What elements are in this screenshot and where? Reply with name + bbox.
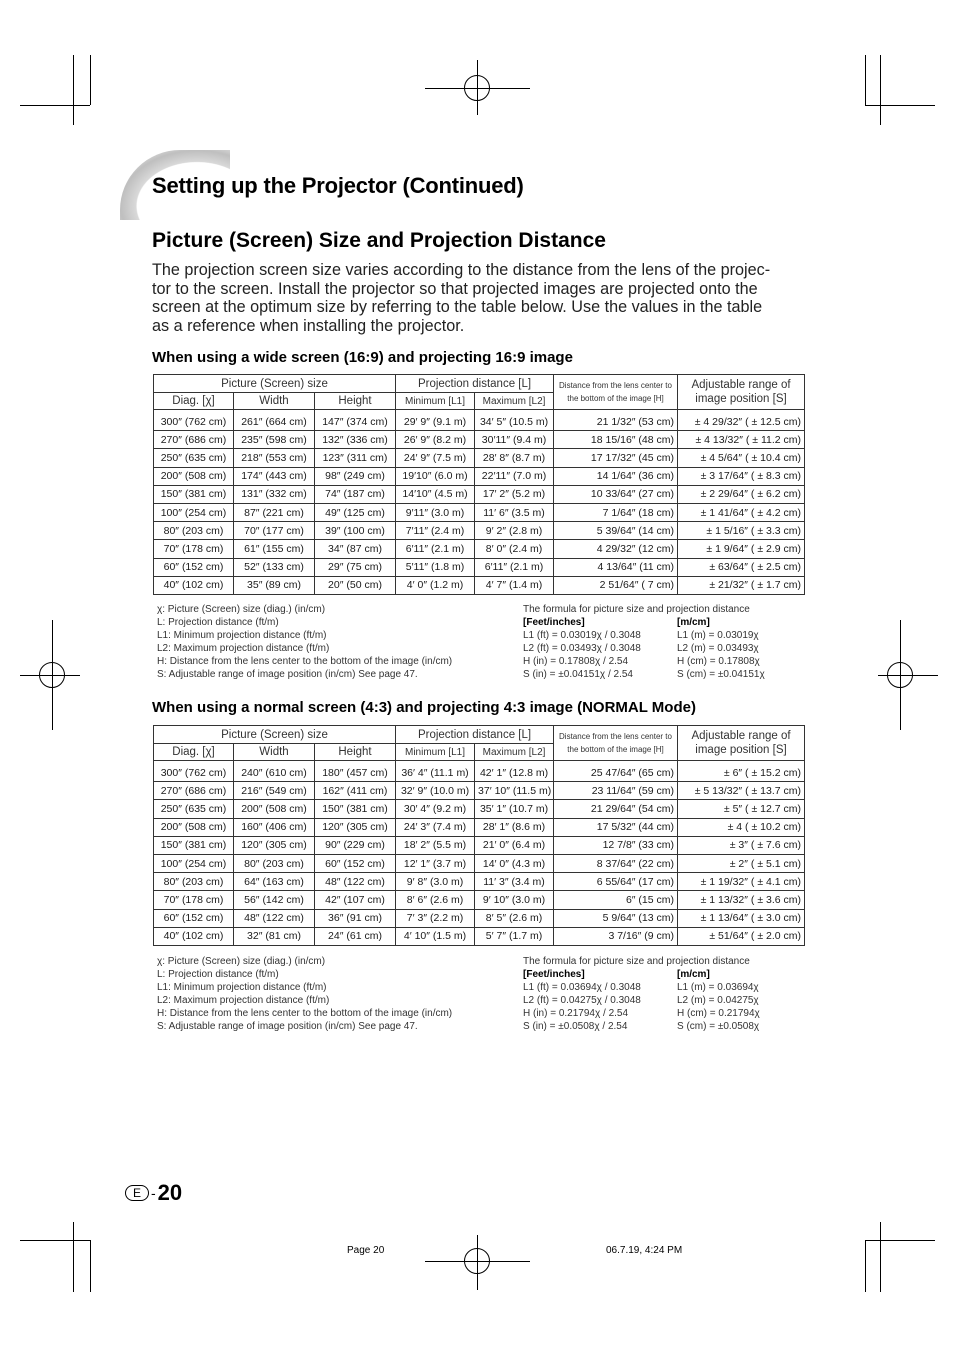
table-cell: 8 37/64″ (22 cm) xyxy=(554,854,678,872)
table-cell: 70″ (177 cm) xyxy=(234,522,315,540)
table-cell: 10 33/64″ (27 cm) xyxy=(554,485,678,503)
table-row xyxy=(154,540,805,558)
table-row xyxy=(154,467,805,485)
table-cell: 120″ (305 cm) xyxy=(234,836,315,854)
table-cell: 12′ 1″ (3.7 m) xyxy=(396,854,475,872)
picture-size-header: Picture (Screen) size xyxy=(154,726,396,744)
formula-cell: L1 (m) = 0.03694χ xyxy=(677,982,759,993)
formula-title: The formula for picture size and projection distance xyxy=(523,604,750,615)
table-cell: 17′ 2″ (5.2 m) xyxy=(475,485,554,503)
table-cell: 6″ (15 cm) xyxy=(554,891,678,909)
table-cell: 200″ (508 cm) xyxy=(154,467,234,485)
table-cell: 36′ 4″ (11.1 m) xyxy=(396,761,475,782)
table-cell: 200″ (508 cm) xyxy=(154,818,234,836)
table-cell: 4′ 0″ (1.2 m) xyxy=(396,576,475,594)
table-cell: 61″ (155 cm) xyxy=(234,540,315,558)
table-cell: 3 7/16″ (9 cm) xyxy=(554,927,678,945)
table-cell: 40″ (102 cm) xyxy=(154,576,234,594)
formula-cell: S (cm) = ±0.0508χ xyxy=(677,1021,760,1032)
table-cell: 9′ 2″ (2.8 m) xyxy=(475,522,554,540)
table-cell: 36″ (91 cm) xyxy=(315,909,396,927)
table-cell: 120″ (305 cm) xyxy=(315,818,396,836)
legend-line: L1: Minimum projection distance (ft/m) xyxy=(157,982,327,993)
formula-feet-head: [Feet/inches] xyxy=(523,969,585,980)
crop-mark xyxy=(865,55,866,105)
table-cell: 35′ 1″ (10.7 m) xyxy=(475,800,554,818)
table-row xyxy=(154,761,805,782)
table-cell: 250″ (635 cm) xyxy=(154,449,234,467)
formula-cell: L2 (ft) = 0.03493χ / 0.3048 xyxy=(523,643,641,654)
table-cell: ± 6″ ( ± 15.2 cm) xyxy=(678,761,805,782)
table-cell: 21′ 0″ (6.4 m) xyxy=(475,836,554,854)
table-row xyxy=(154,576,805,594)
table-row xyxy=(154,854,805,872)
table-cell: 60″ (152 cm) xyxy=(315,854,396,872)
height-header: Height xyxy=(315,744,396,761)
table-row xyxy=(154,873,805,891)
table-cell: 29″ (75 cm) xyxy=(315,558,396,576)
formula-feet-head: [Feet/inches] xyxy=(523,617,585,628)
formula-cell: S (cm) = ±0.04151χ xyxy=(677,669,765,680)
table-cell: 25 47/64″ (65 cm) xyxy=(554,761,678,782)
table-cell: 300″ (762 cm) xyxy=(154,410,234,431)
crop-mark xyxy=(90,1240,91,1292)
table-cell: 24″ (61 cm) xyxy=(315,927,396,945)
intro-line: screen at the optimum size by referring to the table below. Use the values in the table xyxy=(152,298,763,317)
normal-screen-table-body xyxy=(154,761,805,946)
table-cell: 18′ 2″ (5.5 m) xyxy=(396,836,475,854)
table-cell: 24′ 9″ (7.5 m) xyxy=(396,449,475,467)
table-cell: 32′ 9″ (10.0 m) xyxy=(396,782,475,800)
wide-formula xyxy=(523,603,803,681)
table-cell: 64″ (163 cm) xyxy=(234,873,315,891)
projection-distance-header: Projection distance [L] xyxy=(396,726,554,744)
table-cell: ± 21/32″ ( ± 1.7 cm) xyxy=(678,576,805,594)
table-cell: 250″ (635 cm) xyxy=(154,800,234,818)
width-header: Width xyxy=(234,393,315,410)
table-cell: 216″ (549 cm) xyxy=(234,782,315,800)
table-cell: 12 7/8″ (33 cm) xyxy=(554,836,678,854)
lens-distance-header: Distance from the lens center to the bottom of the image [H] xyxy=(554,375,678,410)
table-row xyxy=(154,909,805,927)
table-cell: 26′ 9″ (8.2 m) xyxy=(396,431,475,449)
table-cell: ± 51/64″ ( ± 2.0 cm) xyxy=(678,927,805,945)
table-cell: ± 1 13/32″ ( ± 3.6 cm) xyxy=(678,891,805,909)
table-cell: 7 1/64″ (18 cm) xyxy=(554,503,678,521)
table-cell: 2 51/64″ ( 7 cm) xyxy=(554,576,678,594)
registration-mark xyxy=(39,662,65,688)
table-cell: ± 4 29/32″ ( ± 12.5 cm) xyxy=(678,410,805,431)
intro-paragraph xyxy=(152,261,802,335)
maximum-header: Maximum [L2] xyxy=(475,744,554,761)
intro-line: tor to the screen. Install the projector so that projected images are projected onto the xyxy=(152,279,758,298)
table-cell: ± 63/64″ ( ± 2.5 cm) xyxy=(678,558,805,576)
language-badge: E xyxy=(125,1185,149,1201)
height-header: Height xyxy=(315,393,396,410)
table-cell: 5 39/64″ (14 cm) xyxy=(554,522,678,540)
table-cell: 150″ (381 cm) xyxy=(154,836,234,854)
table-cell: 235″ (598 cm) xyxy=(234,431,315,449)
legend-line: L: Projection distance (ft/m) xyxy=(157,617,279,628)
table-cell: 8′ 6″ (2.6 m) xyxy=(396,891,475,909)
table-cell: 4 13/64″ (11 cm) xyxy=(554,558,678,576)
table-cell: 7′11″ (2.4 m) xyxy=(396,522,475,540)
table-row xyxy=(154,522,805,540)
wide-screen-table-body xyxy=(154,410,805,595)
width-header: Width xyxy=(234,744,315,761)
wide-screen-table xyxy=(153,374,805,595)
table-cell: 30′11″ (9.4 m) xyxy=(475,431,554,449)
table-cell: 123″ (311 cm) xyxy=(315,449,396,467)
crop-mark xyxy=(865,1240,935,1241)
table-cell: 42′ 1″ (12.8 m) xyxy=(475,761,554,782)
table-cell: 87″ (221 cm) xyxy=(234,503,315,521)
table-cell: 20″ (50 cm) xyxy=(315,576,396,594)
table-cell: 35″ (89 cm) xyxy=(234,576,315,594)
table-cell: 29′ 9″ (9.1 m) xyxy=(396,410,475,431)
table-cell: ± 5″ ( ± 12.7 cm) xyxy=(678,800,805,818)
table-row xyxy=(154,449,805,467)
formula-cell: H (in) = 0.17808χ / 2.54 xyxy=(523,656,629,667)
minimum-header: Minimum [L1] xyxy=(396,744,475,761)
table-cell: 6′11″ (2.1 m) xyxy=(396,540,475,558)
table-cell: ± 1 41/64″ ( ± 4.2 cm) xyxy=(678,503,805,521)
table-cell: 22′11″ (7.0 m) xyxy=(475,467,554,485)
table-cell: 174″ (443 cm) xyxy=(234,467,315,485)
table-cell: 28′ 8″ (8.7 m) xyxy=(475,449,554,467)
table-cell: 147″ (374 cm) xyxy=(315,410,396,431)
lens-distance-header: Distance from the lens center to the bottom of the image [H] xyxy=(554,726,678,761)
table-cell: ± 4 13/32″ ( ± 11.2 cm) xyxy=(678,431,805,449)
table-cell: 9′ 10″ (3.0 m) xyxy=(475,891,554,909)
table-cell: 19′10″ (6.0 m) xyxy=(396,467,475,485)
table-cell: ± 3″ ( ± 7.6 cm) xyxy=(678,836,805,854)
footer-page-label: Page 20 xyxy=(347,1245,385,1256)
minimum-header: Minimum [L1] xyxy=(396,393,475,410)
crop-mark xyxy=(73,1222,74,1292)
picture-size-header: Picture (Screen) size xyxy=(154,375,396,393)
table-cell: 9′ 8″ (3.0 m) xyxy=(396,873,475,891)
formula-cell: H (cm) = 0.17808χ xyxy=(677,656,760,667)
table-cell: 32″ (81 cm) xyxy=(234,927,315,945)
registration-mark xyxy=(464,75,490,101)
normal-legend xyxy=(157,955,452,1033)
formula-metric-head: [m/cm] xyxy=(677,617,710,628)
formula-cell: H (cm) = 0.21794χ xyxy=(677,1008,760,1019)
table-cell: ± 1 13/64″ ( ± 3.0 cm) xyxy=(678,909,805,927)
formula-cell: L2 (m) = 0.03493χ xyxy=(677,643,759,654)
table-cell: 261″ (664 cm) xyxy=(234,410,315,431)
table-cell: 8′ 0″ (2.4 m) xyxy=(475,540,554,558)
table-cell: 17 17/32″ (45 cm) xyxy=(554,449,678,467)
crop-mark xyxy=(20,1240,90,1241)
legend-line: H: Distance from the lens center to the bottom of the image (in/cm) xyxy=(157,1008,453,1019)
crop-mark xyxy=(880,1222,881,1292)
table-cell: 80″ (203 cm) xyxy=(154,522,234,540)
crop-mark xyxy=(865,1240,866,1292)
crop-mark xyxy=(73,55,74,125)
formula-title: The formula for picture size and projection distance xyxy=(523,956,750,967)
table-row xyxy=(154,836,805,854)
table-cell: 4′ 10″ (1.5 m) xyxy=(396,927,475,945)
legend-line: L1: Minimum projection distance (ft/m) xyxy=(157,630,327,641)
table-cell: 6′11″ (2.1 m) xyxy=(475,558,554,576)
diag-header: Diag. [χ] xyxy=(154,744,234,761)
table-cell: 28′ 1″ (8.6 m) xyxy=(475,818,554,836)
table-row xyxy=(154,800,805,818)
formula-cell: L1 (m) = 0.03019χ xyxy=(677,630,759,641)
projection-distance-header: Projection distance [L] xyxy=(396,375,554,393)
table-cell: 52″ (133 cm) xyxy=(234,558,315,576)
wide-legend xyxy=(157,603,452,681)
table-cell: 180″ (457 cm) xyxy=(315,761,396,782)
table-cell: ± 5 13/32″ ( ± 13.7 cm) xyxy=(678,782,805,800)
table-cell: 34″ (87 cm) xyxy=(315,540,396,558)
formula-cell: L2 (ft) = 0.04275χ / 0.3048 xyxy=(523,995,641,1006)
table-cell: 48″ (122 cm) xyxy=(234,909,315,927)
table-row xyxy=(154,891,805,909)
registration-mark xyxy=(464,1248,490,1274)
crop-mark xyxy=(880,55,881,125)
registration-mark xyxy=(887,662,913,688)
formula-metric-head: [m/cm] xyxy=(677,969,710,980)
crop-mark xyxy=(865,105,935,106)
intro-line: The projection screen size varies according to the distance from the lens of the projec- xyxy=(152,261,771,279)
table-cell: 49″ (125 cm) xyxy=(315,503,396,521)
legend-line: L2: Maximum projection distance (ft/m) xyxy=(157,995,330,1006)
table-cell: 14′10″ (4.5 m) xyxy=(396,485,475,503)
formula-cell: H (in) = 0.21794χ / 2.54 xyxy=(523,1008,629,1019)
legend-line: χ: Picture (Screen) size (diag.) (in/cm) xyxy=(157,956,326,967)
table-cell: 90″ (229 cm) xyxy=(315,836,396,854)
table-row xyxy=(154,782,805,800)
table-cell: 70″ (178 cm) xyxy=(154,891,234,909)
table-cell: 270″ (686 cm) xyxy=(154,431,234,449)
legend-line: L: Projection distance (ft/m) xyxy=(157,969,279,980)
table-cell: 17 5/32″ (44 cm) xyxy=(554,818,678,836)
table-cell: 14 1/64″ (36 cm) xyxy=(554,467,678,485)
table-cell: 4 29/32″ (12 cm) xyxy=(554,540,678,558)
table-cell: 80″ (203 cm) xyxy=(234,854,315,872)
table-cell: 150″ (381 cm) xyxy=(315,800,396,818)
legend-line: S: Adjustable range of image position (in/cm) See page 47. xyxy=(157,1021,418,1032)
table-cell: 270″ (686 cm) xyxy=(154,782,234,800)
maximum-header: Maximum [L2] xyxy=(475,393,554,410)
table-cell: 48″ (122 cm) xyxy=(315,873,396,891)
table-cell: 30′ 4″ (9.2 m) xyxy=(396,800,475,818)
table-cell: 14′ 0″ (4.3 m) xyxy=(475,854,554,872)
table-cell: ± 4 5/64″ ( ± 10.4 cm) xyxy=(678,449,805,467)
table-row xyxy=(154,431,805,449)
crop-mark xyxy=(20,105,90,106)
formula-cell: S (in) = ±0.04151χ / 2.54 xyxy=(523,669,633,680)
table-cell: ± 1 9/64″ ( ± 2.9 cm) xyxy=(678,540,805,558)
table-cell: 5 9/64″ (13 cm) xyxy=(554,909,678,927)
table-cell: 5′11″ (1.8 m) xyxy=(396,558,475,576)
table-row xyxy=(154,558,805,576)
table-cell: 100″ (254 cm) xyxy=(154,503,234,521)
table-row xyxy=(154,927,805,945)
normal-screen-table xyxy=(153,725,805,946)
table-cell: 5′ 7″ (1.7 m) xyxy=(475,927,554,945)
page-number-value: 20 xyxy=(157,1180,183,1205)
table-cell: 240″ (610 cm) xyxy=(234,761,315,782)
table-cell: 132″ (336 cm) xyxy=(315,431,396,449)
adjustable-range-header: Adjustable range of image position [S] xyxy=(678,375,805,410)
table-cell: 21 1/32″ (53 cm) xyxy=(554,410,678,431)
formula-cell: S (in) = ±0.0508χ / 2.54 xyxy=(523,1021,628,1032)
table-cell: 70″ (178 cm) xyxy=(154,540,234,558)
table-cell: ± 3 17/64″ ( ± 8.3 cm) xyxy=(678,467,805,485)
table-row xyxy=(154,410,805,431)
table-cell: 300″ (762 cm) xyxy=(154,761,234,782)
table-cell: 40″ (102 cm) xyxy=(154,927,234,945)
normal-formula xyxy=(523,955,803,1033)
formula-cell: L1 (ft) = 0.03019χ / 0.3048 xyxy=(523,630,641,641)
intro-line: as a reference when installing the projector. xyxy=(152,316,465,335)
table-cell: 74″ (187 cm) xyxy=(315,485,396,503)
table-cell: ± 2 29/64″ ( ± 6.2 cm) xyxy=(678,485,805,503)
table-cell: 200″ (508 cm) xyxy=(234,800,315,818)
adjustable-range-header: Adjustable range of image position [S] xyxy=(678,726,805,761)
page-title: Setting up the Projector (Continued) xyxy=(152,173,524,198)
table-cell: ± 4 ( ± 10.2 cm) xyxy=(678,818,805,836)
page-number-dash: - xyxy=(151,1185,156,1201)
table-row xyxy=(154,485,805,503)
table-cell: 4′ 7″ (1.4 m) xyxy=(475,576,554,594)
formula-cell: L2 (m) = 0.04275χ xyxy=(677,995,759,1006)
table-cell: 60″ (152 cm) xyxy=(154,558,234,576)
table-cell: 34′ 5″ (10.5 m) xyxy=(475,410,554,431)
table-cell: 37′ 10″ (11.5 m) xyxy=(475,782,554,800)
legend-line: S: Adjustable range of image position (in/cm) See page 47. xyxy=(157,669,418,680)
table-cell: 218″ (553 cm) xyxy=(234,449,315,467)
section-title: Picture (Screen) Size and Projection Distance xyxy=(152,229,606,252)
footer-timestamp: 06.7.19, 4:24 PM xyxy=(606,1245,683,1256)
table-cell: ± 2″ ( ± 5.1 cm) xyxy=(678,854,805,872)
table-cell: 100″ (254 cm) xyxy=(154,854,234,872)
table-cell: 7′ 3″ (2.2 m) xyxy=(396,909,475,927)
legend-line: H: Distance from the lens center to the bottom of the image (in/cm) xyxy=(157,656,453,667)
table-cell: 24′ 3″ (7.4 m) xyxy=(396,818,475,836)
table-cell: 6 55/64″ (17 cm) xyxy=(554,873,678,891)
table-cell: 162″ (411 cm) xyxy=(315,782,396,800)
table-cell: 21 29/64″ (54 cm) xyxy=(554,800,678,818)
crop-mark xyxy=(90,55,91,105)
table-cell: 11′ 3″ (3.4 m) xyxy=(475,873,554,891)
table-row xyxy=(154,503,805,521)
table-cell: 80″ (203 cm) xyxy=(154,873,234,891)
page-number xyxy=(125,1180,182,1206)
table-cell: 23 11/64″ (59 cm) xyxy=(554,782,678,800)
normal-screen-heading: When using a normal screen (4:3) and projecting 4:3 image (NORMAL Mode) xyxy=(152,699,696,716)
table-cell: 39″ (100 cm) xyxy=(315,522,396,540)
legend-line: χ: Picture (Screen) size (diag.) (in/cm) xyxy=(157,604,326,615)
table-cell: 131″ (332 cm) xyxy=(234,485,315,503)
table-cell: ± 1 5/16″ ( ± 3.3 cm) xyxy=(678,522,805,540)
table-row xyxy=(154,818,805,836)
table-cell: 56″ (142 cm) xyxy=(234,891,315,909)
table-cell: 9′11″ (3.0 m) xyxy=(396,503,475,521)
table-cell: 42″ (107 cm) xyxy=(315,891,396,909)
formula-cell: L1 (ft) = 0.03694χ / 0.3048 xyxy=(523,982,641,993)
table-cell: 18 15/16″ (48 cm) xyxy=(554,431,678,449)
table-cell: 8′ 5″ (2.6 m) xyxy=(475,909,554,927)
wide-screen-heading: When using a wide screen (16:9) and projecting 16:9 image xyxy=(152,349,573,366)
table-cell: 150″ (381 cm) xyxy=(154,485,234,503)
table-cell: 98″ (249 cm) xyxy=(315,467,396,485)
table-cell: ± 1 19/32″ ( ± 4.1 cm) xyxy=(678,873,805,891)
diag-header: Diag. [χ] xyxy=(154,393,234,410)
table-cell: 60″ (152 cm) xyxy=(154,909,234,927)
table-cell: 160″ (406 cm) xyxy=(234,818,315,836)
legend-line: L2: Maximum projection distance (ft/m) xyxy=(157,643,330,654)
table-cell: 11′ 6″ (3.5 m) xyxy=(475,503,554,521)
